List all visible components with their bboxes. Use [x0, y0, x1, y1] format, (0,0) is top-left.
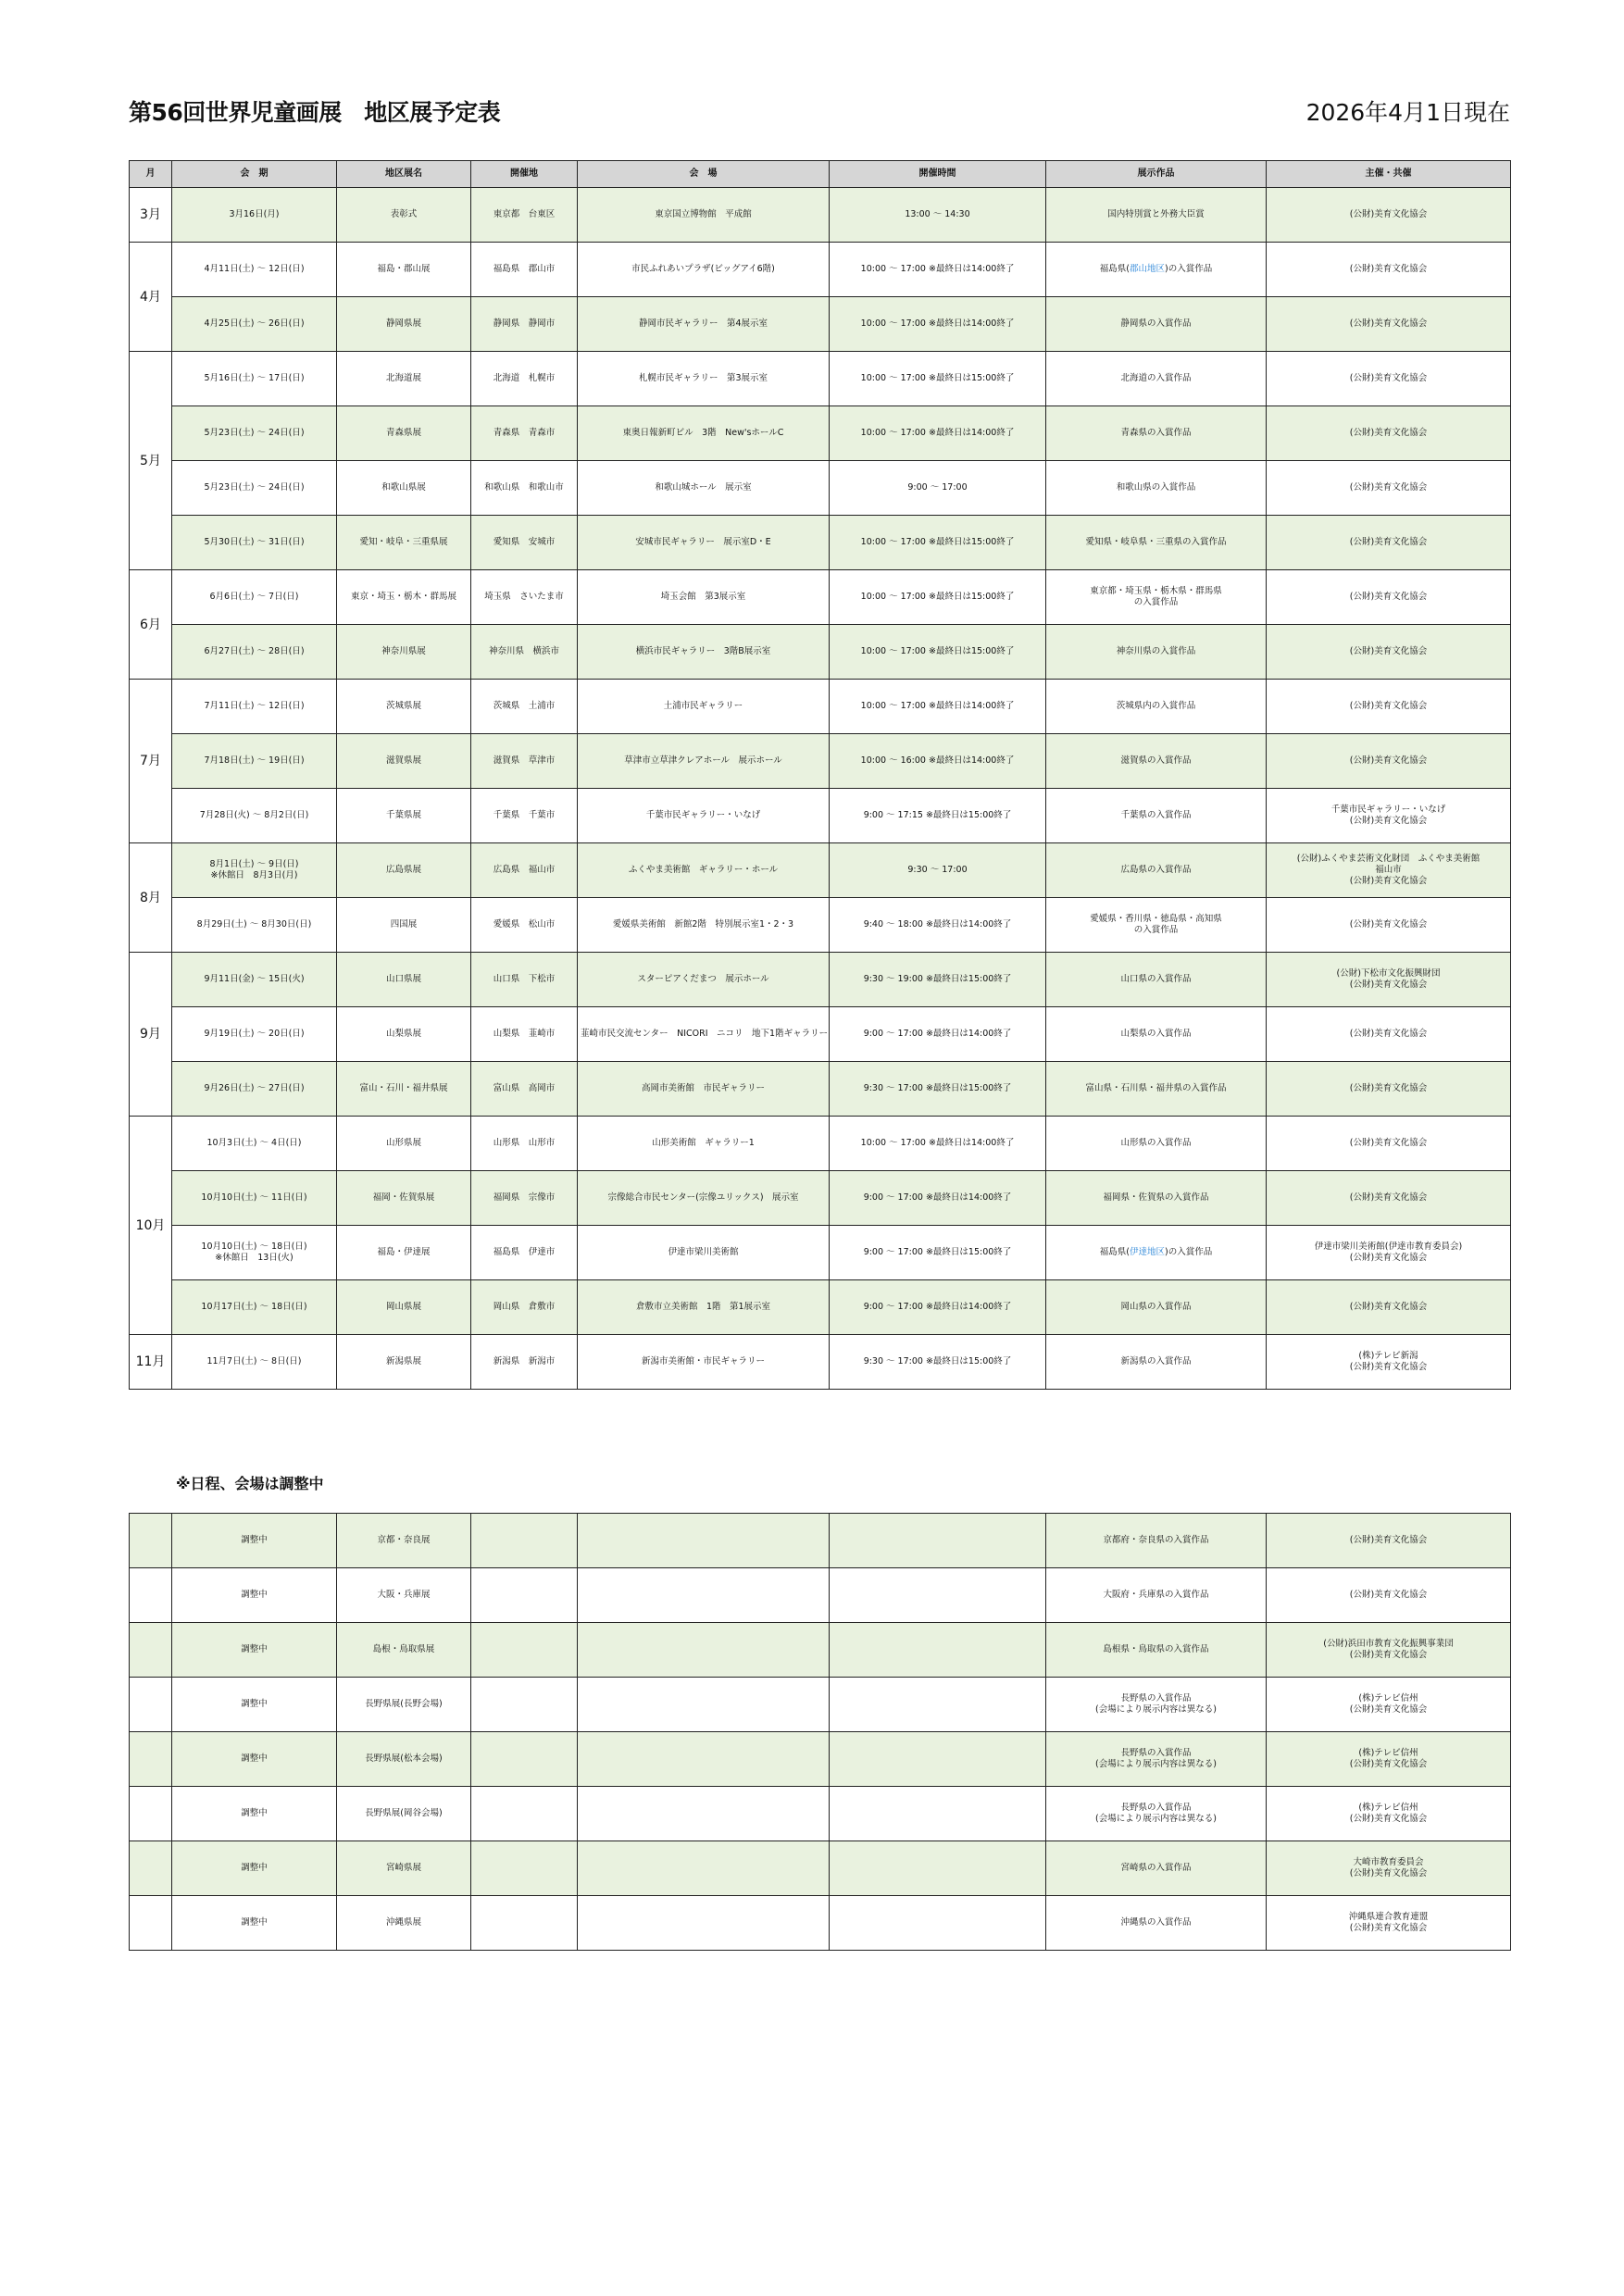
exhibit-name-cell: 和歌山県展	[337, 461, 471, 516]
host-cell: (公財)浜田市教育文化振興事業団 (公財)美育文化協会	[1267, 1623, 1511, 1678]
host-cell: (公財)美育文化協会	[1267, 1514, 1511, 1568]
month-cell: 4月	[130, 243, 172, 352]
schedule-table	[129, 160, 1511, 1390]
host-cell: (公財)美育文化協会	[1267, 243, 1511, 297]
venue-cell	[578, 1678, 830, 1732]
exhibit-name-cell: 大阪・兵庫展	[337, 1568, 471, 1623]
host-cell: (公財)美育文化協会	[1267, 461, 1511, 516]
host-cell: 伊達市梁川美術館(伊達市教育委員会) (公財)美育文化協会	[1267, 1226, 1511, 1280]
table-row	[130, 843, 1511, 898]
works-cell: 青森県の入賞作品	[1046, 406, 1267, 461]
month-cell	[130, 1514, 172, 1568]
exhibit-name-cell: 山梨県展	[337, 1007, 471, 1062]
table-row	[130, 1280, 1511, 1335]
exhibit-name-cell: 長野県展(長野会場)	[337, 1678, 471, 1732]
month-cell	[130, 1841, 172, 1896]
exhibit-name-cell: 滋賀県展	[337, 734, 471, 789]
pending-row	[130, 1678, 1511, 1732]
table-row	[130, 625, 1511, 680]
works-cell: 長野県の入賞作品 (会場により展示内容は異なる)	[1046, 1678, 1267, 1732]
place-cell	[471, 1787, 578, 1841]
exhibit-name-cell: 青森県展	[337, 406, 471, 461]
exhibit-name-cell: 茨城県展	[337, 680, 471, 734]
place-cell: 千葉県 千葉市	[471, 789, 578, 843]
header-place: 開催地	[471, 161, 578, 188]
works-cell: 京都府・奈良県の入賞作品	[1046, 1514, 1267, 1568]
table-row	[130, 1007, 1511, 1062]
period-cell: 10月3日(土) ～ 4日(日)	[172, 1117, 337, 1171]
place-cell: 広島県 福山市	[471, 843, 578, 898]
period-cell: 調整中	[172, 1787, 337, 1841]
venue-cell: 東奥日報新町ビル 3階 New'sホールC	[578, 406, 830, 461]
venue-cell	[578, 1623, 830, 1678]
header-name: 地区展名	[337, 161, 471, 188]
month-cell: 3月	[130, 188, 172, 243]
time-cell	[830, 1841, 1046, 1896]
exhibit-name-cell: 長野県展(岡谷会場)	[337, 1787, 471, 1841]
venue-cell: 静岡市民ギャラリー 第4展示室	[578, 297, 830, 352]
place-cell: 青森県 青森市	[471, 406, 578, 461]
header-time: 開催時間	[830, 161, 1046, 188]
exhibit-name-cell: 沖縄県展	[337, 1896, 471, 1951]
works-cell: 富山県・石川県・福井県の入賞作品	[1046, 1062, 1267, 1117]
host-cell: (公財)美育文化協会	[1267, 297, 1511, 352]
pending-row	[130, 1787, 1511, 1841]
place-cell: 愛知県 安城市	[471, 516, 578, 570]
host-cell: (公財)美育文化協会	[1267, 1171, 1511, 1226]
venue-cell	[578, 1732, 830, 1787]
exhibit-name-cell: 福岡・佐賀県展	[337, 1171, 471, 1226]
time-cell: 9:30 ～ 17:00 ※最終日は15:00終了	[830, 1335, 1046, 1390]
table-row	[130, 516, 1511, 570]
month-cell: 10月	[130, 1117, 172, 1335]
works-cell: 山口県の入賞作品	[1046, 953, 1267, 1007]
works-suffix: )の入賞作品	[1165, 264, 1213, 274]
venue-cell: 新潟市美術館・市民ギャラリー	[578, 1335, 830, 1390]
header-period: 会 期	[172, 161, 337, 188]
host-cell: (公財)美育文化協会	[1267, 1007, 1511, 1062]
time-cell: 9:00 ～ 17:00 ※最終日は14:00終了	[830, 1280, 1046, 1335]
header-venue: 会 場	[578, 161, 830, 188]
period-cell: 6月27日(土) ～ 28日(日)	[172, 625, 337, 680]
table-row	[130, 406, 1511, 461]
header-host: 主催・共催	[1267, 161, 1511, 188]
host-cell: (株)テレビ新潟 (公財)美育文化協会	[1267, 1335, 1511, 1390]
time-cell: 9:00 ～ 17:00 ※最終日は14:00終了	[830, 1007, 1046, 1062]
works-cell: 愛知県・岐阜県・三重県の入賞作品	[1046, 516, 1267, 570]
table-header-row	[130, 161, 1511, 188]
host-cell: (株)テレビ信州 (公財)美育文化協会	[1267, 1787, 1511, 1841]
place-cell: 山形県 山形市	[471, 1117, 578, 1171]
period-cell: 3月16日(月)	[172, 188, 337, 243]
venue-cell: 高岡市美術館 市民ギャラリー	[578, 1062, 830, 1117]
period-cell: 4月25日(土) ～ 26日(日)	[172, 297, 337, 352]
works-cell: 北海道の入賞作品	[1046, 352, 1267, 406]
month-cell: 7月	[130, 680, 172, 843]
host-cell: 沖縄県連合教育連盟 (公財)美育文化協会	[1267, 1896, 1511, 1951]
works-suffix: )の入賞作品	[1165, 1247, 1213, 1257]
pending-table	[129, 1513, 1511, 1951]
pending-row	[130, 1568, 1511, 1623]
exhibit-name-cell: 島根・鳥取県展	[337, 1623, 471, 1678]
exhibit-name-cell: 四国展	[337, 898, 471, 953]
table-row	[130, 1117, 1511, 1171]
place-cell: 福島県 伊達市	[471, 1226, 578, 1280]
host-cell: (公財)美育文化協会	[1267, 188, 1511, 243]
host-cell: (公財)美育文化協会	[1267, 734, 1511, 789]
host-cell: (公財)下松市文化振興財団 (公財)美育文化協会	[1267, 953, 1511, 1007]
host-cell: 千葉市民ギャラリー・いなげ (公財)美育文化協会	[1267, 789, 1511, 843]
as-of-date: 2026年4月1日現在	[1305, 99, 1510, 126]
period-cell: 4月11日(土) ～ 12日(日)	[172, 243, 337, 297]
table-row	[130, 188, 1511, 243]
exhibit-name-cell: 神奈川県展	[337, 625, 471, 680]
host-cell: (公財)美育文化協会	[1267, 680, 1511, 734]
table-row	[130, 734, 1511, 789]
works-cell: 岡山県の入賞作品	[1046, 1280, 1267, 1335]
pending-row	[130, 1732, 1511, 1787]
venue-cell: 市民ふれあいプラザ(ビッグアイ6階)	[578, 243, 830, 297]
exhibit-name-cell: 福島・郡山展	[337, 243, 471, 297]
venue-cell	[578, 1787, 830, 1841]
venue-cell: 千葉市民ギャラリー・いなげ	[578, 789, 830, 843]
time-cell	[830, 1678, 1046, 1732]
period-cell: 5月16日(土) ～ 17日(日)	[172, 352, 337, 406]
works-district-highlight: 伊達地区	[1129, 1247, 1165, 1257]
host-cell: (公財)美育文化協会	[1267, 898, 1511, 953]
exhibit-name-cell: 表彰式	[337, 188, 471, 243]
period-cell: 9月19日(土) ～ 20日(日)	[172, 1007, 337, 1062]
header-works: 展示作品	[1046, 161, 1267, 188]
venue-cell: 愛媛県美術館 新館2階 特別展示室1・2・3	[578, 898, 830, 953]
place-cell: 静岡県 静岡市	[471, 297, 578, 352]
venue-cell: 東京国立博物館 平成館	[578, 188, 830, 243]
time-cell: 10:00 ～ 17:00 ※最終日は14:00終了	[830, 243, 1046, 297]
place-cell: 山梨県 韮崎市	[471, 1007, 578, 1062]
works-cell: 島根県・鳥取県の入賞作品	[1046, 1623, 1267, 1678]
place-cell: 山口県 下松市	[471, 953, 578, 1007]
period-cell: 調整中	[172, 1896, 337, 1951]
time-cell: 9:30 ～ 17:00	[830, 843, 1046, 898]
works-cell: 山形県の入賞作品	[1046, 1117, 1267, 1171]
table-row	[130, 1062, 1511, 1117]
time-cell: 9:30 ～ 19:00 ※最終日は15:00終了	[830, 953, 1046, 1007]
time-cell	[830, 1568, 1046, 1623]
table-row	[130, 1335, 1511, 1390]
time-cell: 10:00 ～ 17:00 ※最終日は15:00終了	[830, 352, 1046, 406]
table-row	[130, 461, 1511, 516]
works-district-highlight: 郡山地区	[1129, 264, 1165, 274]
time-cell: 10:00 ～ 17:00 ※最終日は14:00終了	[830, 680, 1046, 734]
venue-cell: 札幌市民ギャラリー 第3展示室	[578, 352, 830, 406]
place-cell	[471, 1623, 578, 1678]
time-cell	[830, 1514, 1046, 1568]
time-cell: 9:30 ～ 17:00 ※最終日は15:00終了	[830, 1062, 1046, 1117]
venue-cell: 埼玉会館 第3展示室	[578, 570, 830, 625]
host-cell: (公財)美育文化協会	[1267, 1062, 1511, 1117]
venue-cell	[578, 1841, 830, 1896]
pending-row	[130, 1896, 1511, 1951]
period-cell: 5月23日(土) ～ 24日(日)	[172, 406, 337, 461]
time-cell: 9:40 ～ 18:00 ※最終日は14:00終了	[830, 898, 1046, 953]
period-cell: 調整中	[172, 1623, 337, 1678]
place-cell	[471, 1896, 578, 1951]
place-cell: 埼玉県 さいたま市	[471, 570, 578, 625]
works-cell: 新潟県の入賞作品	[1046, 1335, 1267, 1390]
place-cell: 東京都 台東区	[471, 188, 578, 243]
venue-cell: 安城市民ギャラリー 展示室D・E	[578, 516, 830, 570]
place-cell: 茨城県 土浦市	[471, 680, 578, 734]
month-cell	[130, 1678, 172, 1732]
table-row	[130, 789, 1511, 843]
month-cell: 9月	[130, 953, 172, 1117]
period-cell: 5月23日(土) ～ 24日(日)	[172, 461, 337, 516]
venue-cell: 横浜市民ギャラリー 3階B展示室	[578, 625, 830, 680]
month-cell	[130, 1787, 172, 1841]
header-month: 月	[130, 161, 172, 188]
works-cell: 神奈川県の入賞作品	[1046, 625, 1267, 680]
host-cell: (株)テレビ信州 (公財)美育文化協会	[1267, 1732, 1511, 1787]
host-cell: (公財)美育文化協会	[1267, 406, 1511, 461]
exhibit-name-cell: 新潟県展	[337, 1335, 471, 1390]
month-cell	[130, 1568, 172, 1623]
place-cell: 滋賀県 草津市	[471, 734, 578, 789]
time-cell: 10:00 ～ 17:00 ※最終日は14:00終了	[830, 406, 1046, 461]
host-cell: (公財)美育文化協会	[1267, 516, 1511, 570]
place-cell	[471, 1732, 578, 1787]
works-cell: 国内特別賞と外務大臣賞	[1046, 188, 1267, 243]
period-cell: 9月11日(金) ～ 15日(火)	[172, 953, 337, 1007]
works-cell	[1046, 1226, 1267, 1280]
table-row	[130, 352, 1511, 406]
place-cell	[471, 1841, 578, 1896]
table-row	[130, 570, 1511, 625]
time-cell	[830, 1896, 1046, 1951]
host-cell: (公財)美育文化協会	[1267, 1568, 1511, 1623]
venue-cell: 宗像総合市民センター(宗像ユリックス) 展示室	[578, 1171, 830, 1226]
month-cell	[130, 1896, 172, 1951]
exhibit-name-cell: 広島県展	[337, 843, 471, 898]
time-cell	[830, 1787, 1046, 1841]
exhibit-name-cell: 北海道展	[337, 352, 471, 406]
works-cell: 茨城県内の入賞作品	[1046, 680, 1267, 734]
host-cell: (株)テレビ信州 (公財)美育文化協会	[1267, 1678, 1511, 1732]
venue-cell	[578, 1514, 830, 1568]
works-cell: 宮崎県の入賞作品	[1046, 1841, 1267, 1896]
exhibit-name-cell: 長野県展(松本会場)	[337, 1732, 471, 1787]
exhibit-name-cell: 福島・伊達展	[337, 1226, 471, 1280]
venue-cell: 草津市立草津クレアホール 展示ホール	[578, 734, 830, 789]
month-cell: 8月	[130, 843, 172, 953]
place-cell: 新潟県 新潟市	[471, 1335, 578, 1390]
time-cell: 9:00 ～ 17:00 ※最終日は14:00終了	[830, 1171, 1046, 1226]
works-cell: 静岡県の入賞作品	[1046, 297, 1267, 352]
period-cell: 10月17日(土) ～ 18日(日)	[172, 1280, 337, 1335]
table-row	[130, 243, 1511, 297]
works-cell: 長野県の入賞作品 (会場により展示内容は異なる)	[1046, 1787, 1267, 1841]
period-cell: 調整中	[172, 1514, 337, 1568]
works-cell: 滋賀県の入賞作品	[1046, 734, 1267, 789]
period-cell: 調整中	[172, 1841, 337, 1896]
time-cell: 9:00 ～ 17:00 ※最終日は15:00終了	[830, 1226, 1046, 1280]
time-cell	[830, 1732, 1046, 1787]
period-cell: 8月1日(土) ～ 9日(日) ※休館日 8月3日(月)	[172, 843, 337, 898]
exhibit-name-cell: 静岡県展	[337, 297, 471, 352]
time-cell: 10:00 ～ 16:00 ※最終日は14:00終了	[830, 734, 1046, 789]
period-cell: 7月18日(土) ～ 19日(日)	[172, 734, 337, 789]
host-cell: (公財)美育文化協会	[1267, 1280, 1511, 1335]
table-row	[130, 1171, 1511, 1226]
venue-cell	[578, 1896, 830, 1951]
table-row	[130, 953, 1511, 1007]
venue-cell	[578, 1568, 830, 1623]
place-cell: 愛媛県 松山市	[471, 898, 578, 953]
place-cell	[471, 1514, 578, 1568]
period-cell: 調整中	[172, 1568, 337, 1623]
venue-cell: 倉敷市立美術館 1階 第1展示室	[578, 1280, 830, 1335]
works-cell	[1046, 243, 1267, 297]
venue-cell: スターピアくだまつ 展示ホール	[578, 953, 830, 1007]
page-title: 第56回世界児童画展 地区展予定表	[129, 99, 501, 126]
venue-cell: 山形美術館 ギャラリー1	[578, 1117, 830, 1171]
place-cell: 神奈川県 横浜市	[471, 625, 578, 680]
period-cell: 8月29日(土) ～ 8月30日(日)	[172, 898, 337, 953]
exhibit-name-cell: 山口県展	[337, 953, 471, 1007]
table-row	[130, 1226, 1511, 1280]
period-cell: 7月11日(土) ～ 12日(日)	[172, 680, 337, 734]
time-cell: 10:00 ～ 17:00 ※最終日は14:00終了	[830, 297, 1046, 352]
works-cell: 千葉県の入賞作品	[1046, 789, 1267, 843]
host-cell: 大崎市教育委員会 (公財)美育文化協会	[1267, 1841, 1511, 1896]
host-cell: (公財)美育文化協会	[1267, 352, 1511, 406]
pending-row	[130, 1623, 1511, 1678]
works-prefix: 福島県(	[1099, 264, 1130, 274]
period-cell: 10月10日(土) ～ 18日(日) ※休館日 13日(火)	[172, 1226, 337, 1280]
works-cell: 福岡県・佐賀県の入賞作品	[1046, 1171, 1267, 1226]
period-cell: 10月10日(土) ～ 11日(日)	[172, 1171, 337, 1226]
exhibit-name-cell: 愛知・岐阜・三重県展	[337, 516, 471, 570]
host-cell: (公財)ふくやま芸術文化財団 ふくやま美術館 福山市 (公財)美育文化協会	[1267, 843, 1511, 898]
time-cell: 13:00 ～ 14:30	[830, 188, 1046, 243]
month-cell: 11月	[130, 1335, 172, 1390]
month-cell	[130, 1732, 172, 1787]
venue-cell: ふくやま美術館 ギャラリー・ホール	[578, 843, 830, 898]
period-cell: 5月30日(土) ～ 31日(日)	[172, 516, 337, 570]
time-cell	[830, 1623, 1046, 1678]
host-cell: (公財)美育文化協会	[1267, 1117, 1511, 1171]
period-cell: 6月6日(土) ～ 7日(日)	[172, 570, 337, 625]
time-cell: 10:00 ～ 17:00 ※最終日は15:00終了	[830, 625, 1046, 680]
works-cell: 大阪府・兵庫県の入賞作品	[1046, 1568, 1267, 1623]
time-cell: 9:00 ～ 17:00	[830, 461, 1046, 516]
table-row	[130, 297, 1511, 352]
exhibit-name-cell: 山形県展	[337, 1117, 471, 1171]
place-cell	[471, 1678, 578, 1732]
venue-cell: 土浦市民ギャラリー	[578, 680, 830, 734]
time-cell: 9:00 ～ 17:15 ※最終日は15:00終了	[830, 789, 1046, 843]
pending-row	[130, 1514, 1511, 1568]
works-cell: 和歌山県の入賞作品	[1046, 461, 1267, 516]
table-row	[130, 898, 1511, 953]
place-cell: 岡山県 倉敷市	[471, 1280, 578, 1335]
venue-cell: 伊達市梁川美術館	[578, 1226, 830, 1280]
time-cell: 10:00 ～ 17:00 ※最終日は15:00終了	[830, 516, 1046, 570]
table-row	[130, 680, 1511, 734]
exhibit-name-cell: 東京・埼玉・栃木・群馬展	[337, 570, 471, 625]
venue-cell: 和歌山城ホール 展示室	[578, 461, 830, 516]
works-cell: 東京都・埼玉県・栃木県・群馬県 の入賞作品	[1046, 570, 1267, 625]
place-cell: 富山県 高岡市	[471, 1062, 578, 1117]
works-cell: 長野県の入賞作品 (会場により展示内容は異なる)	[1046, 1732, 1267, 1787]
month-cell: 6月	[130, 570, 172, 680]
host-cell: (公財)美育文化協会	[1267, 625, 1511, 680]
works-cell: 愛媛県・香川県・徳島県・高知県 の入賞作品	[1046, 898, 1267, 953]
exhibit-name-cell: 富山・石川・福井県展	[337, 1062, 471, 1117]
pending-row	[130, 1841, 1511, 1896]
works-cell: 広島県の入賞作品	[1046, 843, 1267, 898]
time-cell: 10:00 ～ 17:00 ※最終日は15:00終了	[830, 570, 1046, 625]
exhibit-name-cell: 千葉県展	[337, 789, 471, 843]
period-cell: 9月26日(土) ～ 27日(日)	[172, 1062, 337, 1117]
period-cell: 調整中	[172, 1678, 337, 1732]
place-cell: 北海道 札幌市	[471, 352, 578, 406]
host-cell: (公財)美育文化協会	[1267, 570, 1511, 625]
time-cell: 10:00 ～ 17:00 ※最終日は14:00終了	[830, 1117, 1046, 1171]
works-prefix: 福島県(	[1099, 1247, 1130, 1257]
month-cell: 5月	[130, 352, 172, 570]
place-cell: 福岡県 宗像市	[471, 1171, 578, 1226]
place-cell: 福島県 郡山市	[471, 243, 578, 297]
place-cell	[471, 1568, 578, 1623]
period-cell: 7月28日(火) ～ 8月2日(日)	[172, 789, 337, 843]
period-cell: 11月7日(土) ～ 8日(日)	[172, 1335, 337, 1390]
works-cell: 山梨県の入賞作品	[1046, 1007, 1267, 1062]
venue-cell: 韮崎市民交流センター NICORI ニコリ 地下1階ギャラリー	[578, 1007, 830, 1062]
exhibit-name-cell: 宮崎県展	[337, 1841, 471, 1896]
month-cell	[130, 1623, 172, 1678]
period-cell: 調整中	[172, 1732, 337, 1787]
place-cell: 和歌山県 和歌山市	[471, 461, 578, 516]
exhibit-name-cell: 京都・奈良展	[337, 1514, 471, 1568]
works-cell: 沖縄県の入賞作品	[1046, 1896, 1267, 1951]
exhibit-name-cell: 岡山県展	[337, 1280, 471, 1335]
pending-note: ※日程、会場は調整中	[176, 1475, 324, 1492]
